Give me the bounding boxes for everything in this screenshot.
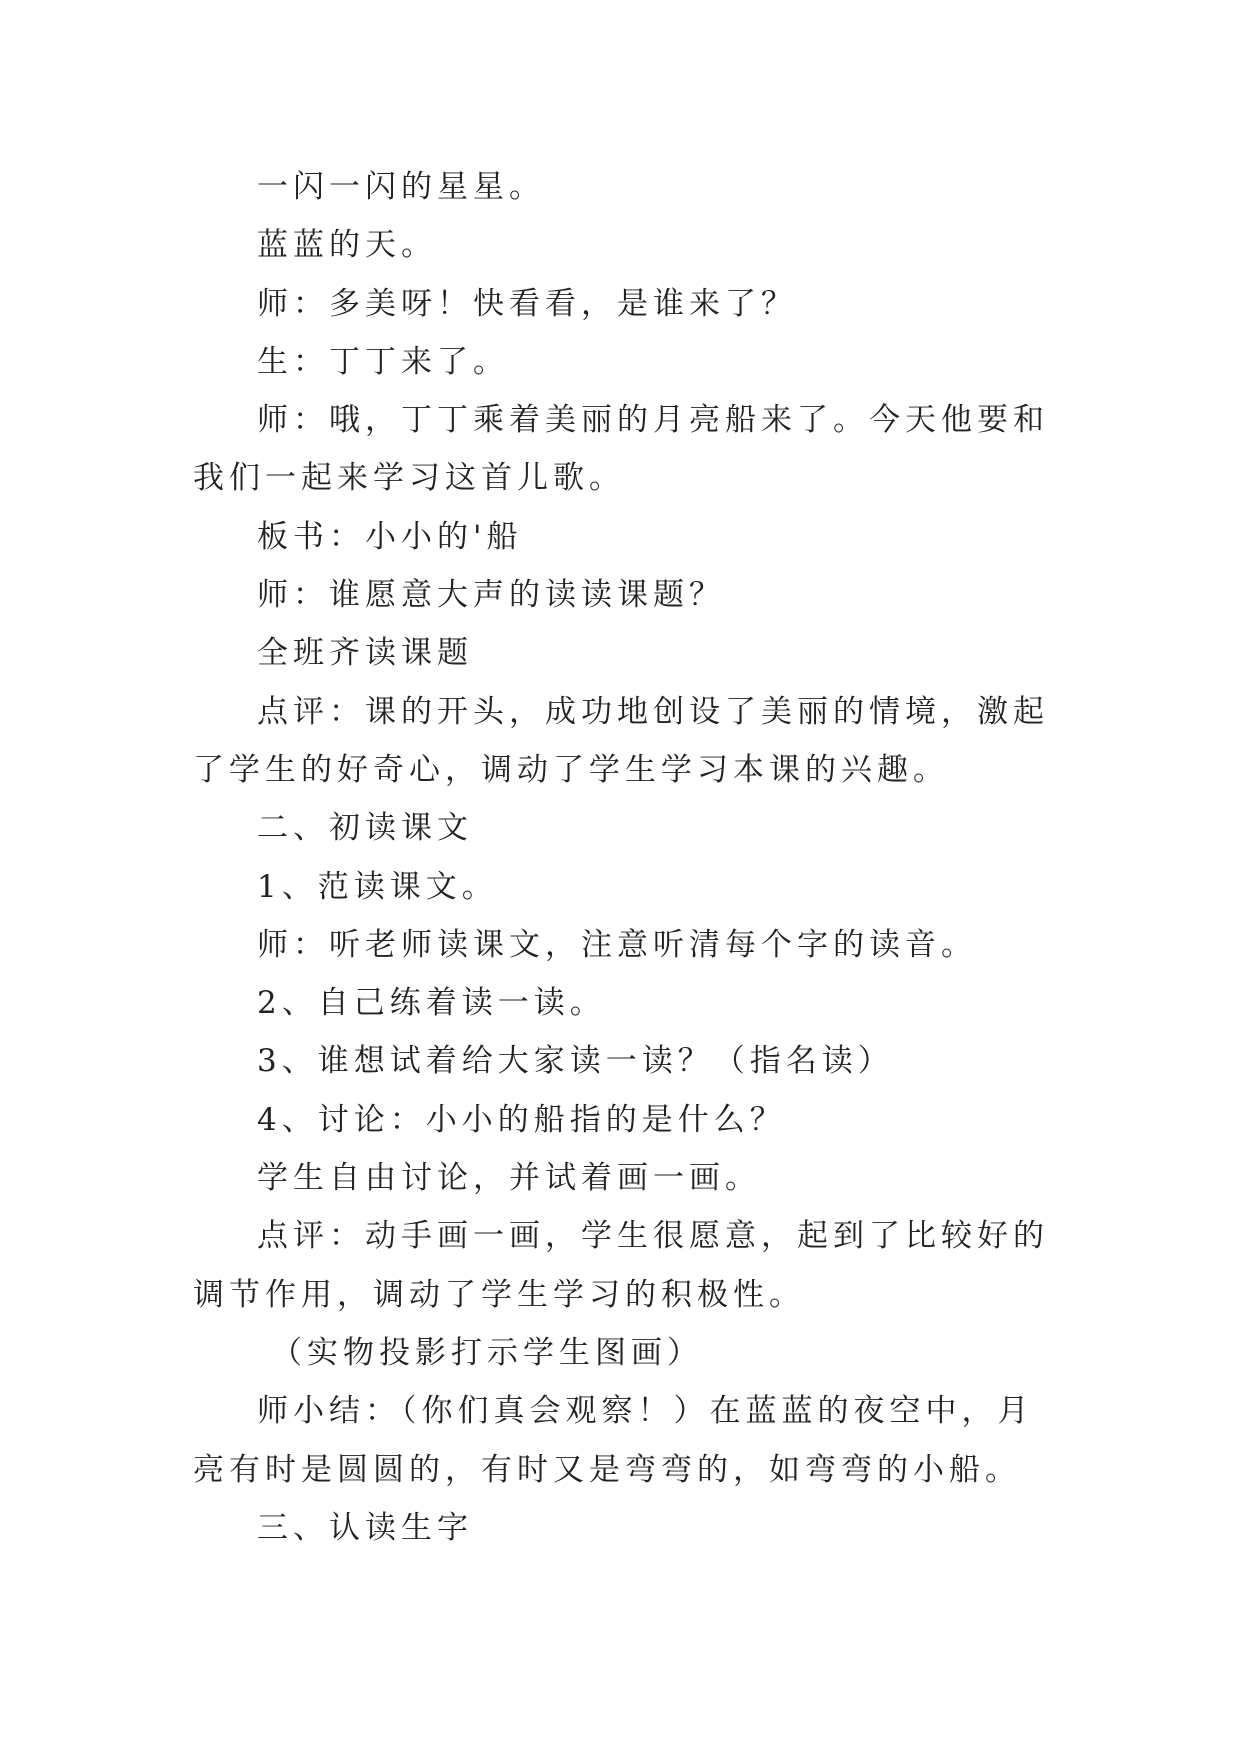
paragraph: 师：听老师读课文，注意听清每个字的读音。 <box>257 926 977 963</box>
paragraph: （实物投影打示学生图画） <box>271 1334 703 1371</box>
paragraph: 师：多美呀！快看看，是谁来了？ <box>257 285 797 322</box>
paragraph: 板书：小小的'船 <box>257 518 523 555</box>
section-heading: 二、初读课文 <box>257 810 473 847</box>
paragraph: 师小结：（你们真会观察！）在蓝蓝的夜空中，月亮有时是圆圆的，有时又是弯弯的，如弯弯的小船。 <box>193 1393 1034 1488</box>
list-item: 4、讨论：小小的船指的是什么？ <box>257 1101 786 1138</box>
paragraph: 一闪一闪的星星。 <box>257 169 545 205</box>
paragraph: 蓝蓝的天。 <box>257 227 437 264</box>
paragraph: 点评：动手画一画，学生很愿意，起到了比较好的调节作用，调动了学生学习的积极性。 <box>193 1218 1049 1313</box>
section-heading: 三、认读生字 <box>257 1509 473 1546</box>
list-item: 2、自己练着读一读。 <box>257 985 606 1022</box>
list-item: 3、谁想试着给大家读一读？（指名读） <box>257 1043 894 1080</box>
paragraph: 师：哦，丁丁乘着美丽的月亮船来了。今天他要和我们一起来学习这首儿歌。 <box>193 402 1049 497</box>
paragraph: 点评：课的开头，成功地创设了美丽的情境，激起了学生的好奇心，调动了学生学习本课的兴趣。 <box>193 693 1049 788</box>
list-item: 1、范读课文。 <box>257 868 498 905</box>
document-body <box>193 158 1053 1557</box>
paragraph: 师：谁愿意大声的读读课题？ <box>257 577 725 614</box>
paragraph: 生：丁丁来了。 <box>257 343 509 380</box>
paragraph: 学生自由讨论，并试着画一画。 <box>257 1160 761 1197</box>
paragraph: 全班齐读课题 <box>257 635 473 672</box>
